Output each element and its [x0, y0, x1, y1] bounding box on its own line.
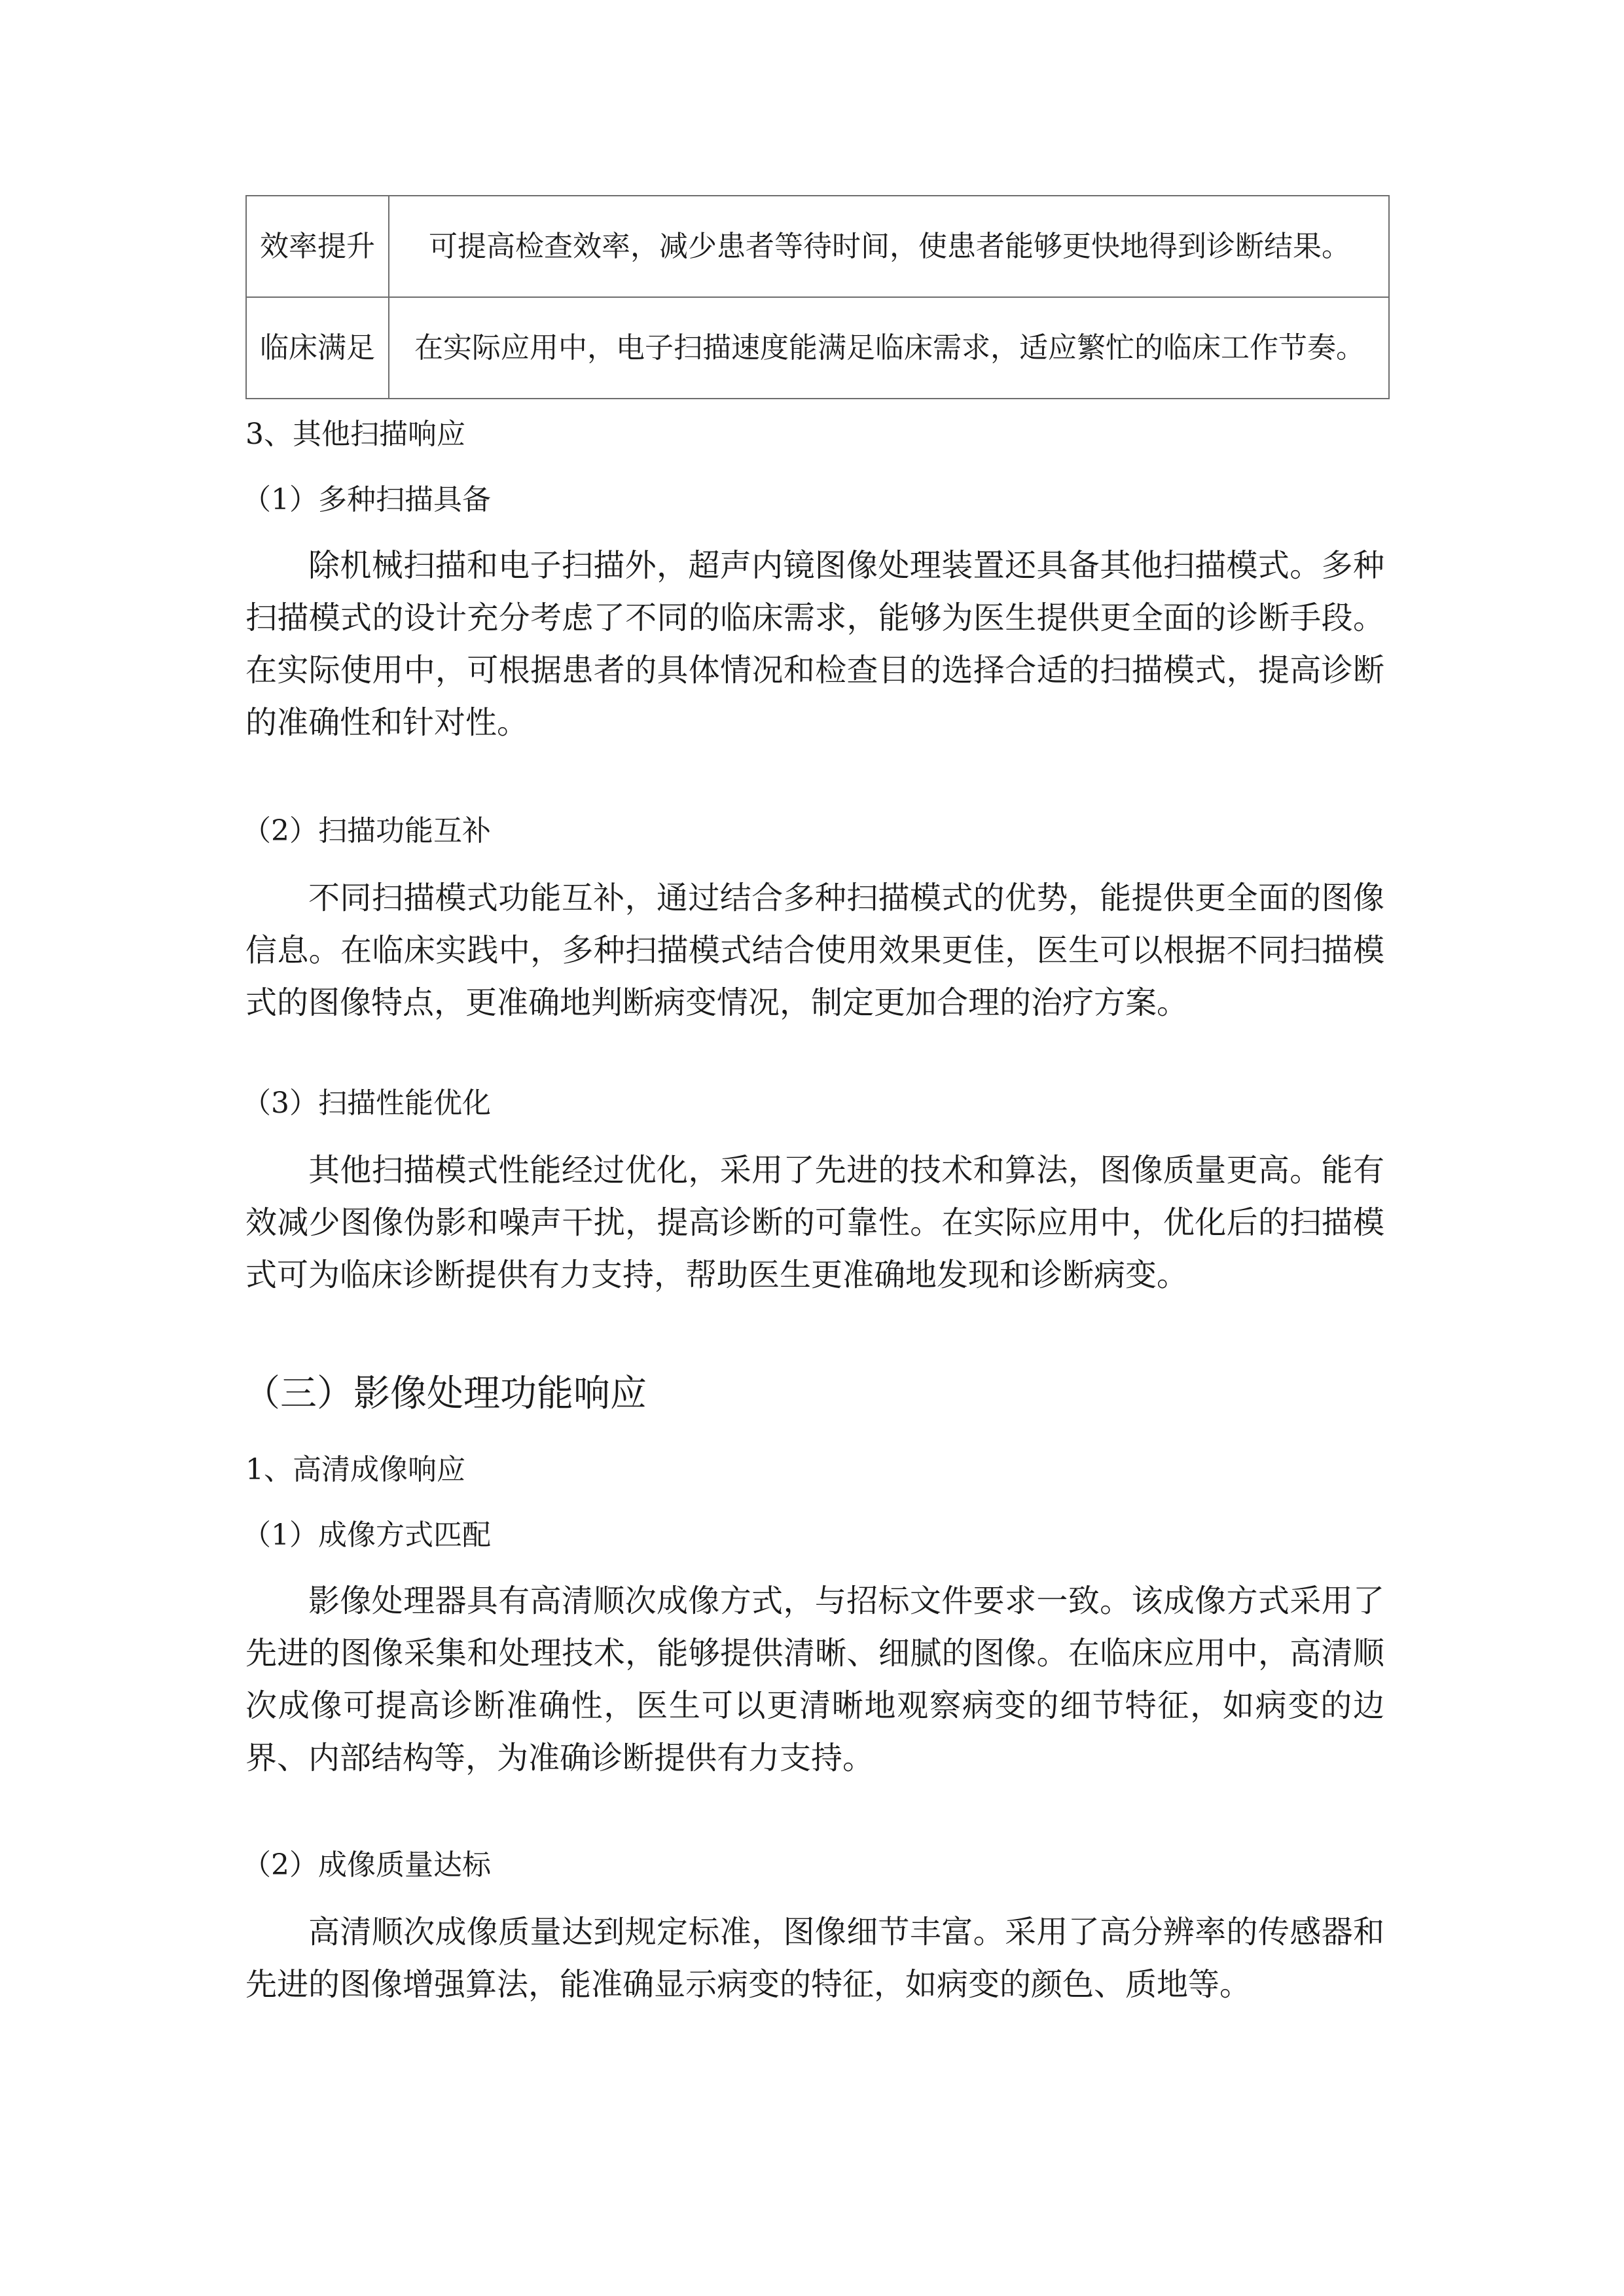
paragraph: 影像处理器具有高清顺次成像方式，与招标文件要求一致。该成像方式采用了先进的图像采集和处理技术，能够提供清晰、细腻的图像。在临床应用中，高清顺次成像可提高诊断准确性，医生可以更清晰地观察病变的细节特征，如病变的边界、内部结构等，为准确诊断提供有力支持。 — [245, 1583, 1384, 1776]
subsection-heading: （1）多种扫描具备 — [242, 483, 491, 516]
table-cell-desc: 在实际应用中，电子扫描速度能满足临床需求，适应繁忙的临床工作节奏。 — [389, 297, 1389, 399]
subsection-heading: （2）成像质量达标 — [242, 1848, 491, 1882]
paragraph: 不同扫描模式功能互补，通过结合多种扫描模式的优势，能提供更全面的图像信息。在临床实践中，多种扫描模式结合使用效果更佳，医生可以根据不同扫描模式的图像特点，更准确地判断病变情况，制定更加合理的治疗方案。 — [245, 880, 1384, 1021]
paragraph: 高清顺次成像质量达到规定标准，图像细节丰富。采用了高分辨率的传感器和先进的图像增强算法，能准确显示病变的特征，如病变的颜色、质地等。 — [245, 1914, 1384, 2003]
table-cell-desc: 可提高检查效率，减少患者等待时间，使患者能够更快地得到诊断结果。 — [389, 196, 1389, 297]
subsection-heading: （3）扫描性能优化 — [242, 1086, 491, 1120]
table-cell-label: 效率提升 — [246, 196, 389, 297]
subsection-heading: （2）扫描功能互补 — [242, 814, 491, 848]
paragraph: 其他扫描模式性能经过优化，采用了先进的技术和算法，图像质量更高。能有效减少图像伪影和噪声干扰，提高诊断的可靠性。在实际应用中，优化后的扫描模式可为临床诊断提供有力支持，帮助医生更准确地发现和诊断病变。 — [245, 1152, 1384, 1293]
subsection-heading: （1）成像方式匹配 — [242, 1518, 491, 1552]
table-row — [246, 196, 1389, 297]
part-heading: （三）影像处理功能响应 — [244, 1372, 647, 1415]
section-heading: 1、高清成像响应 — [245, 1453, 465, 1486]
table-row — [246, 297, 1389, 399]
table-cell-label: 临床满足 — [246, 297, 389, 399]
spec-table — [245, 195, 1390, 399]
section-heading: 3、其他扫描响应 — [245, 418, 465, 451]
paragraph: 除机械扫描和电子扫描外，超声内镜图像处理装置还具备其他扫描模式。多种扫描模式的设计充分考虑了不同的临床需求，能够为医生提供更全面的诊断手段。在实际使用中，可根据患者的具体情况和检查目的选择合适的扫描模式，提高诊断的准确性和针对性。 — [245, 547, 1384, 741]
